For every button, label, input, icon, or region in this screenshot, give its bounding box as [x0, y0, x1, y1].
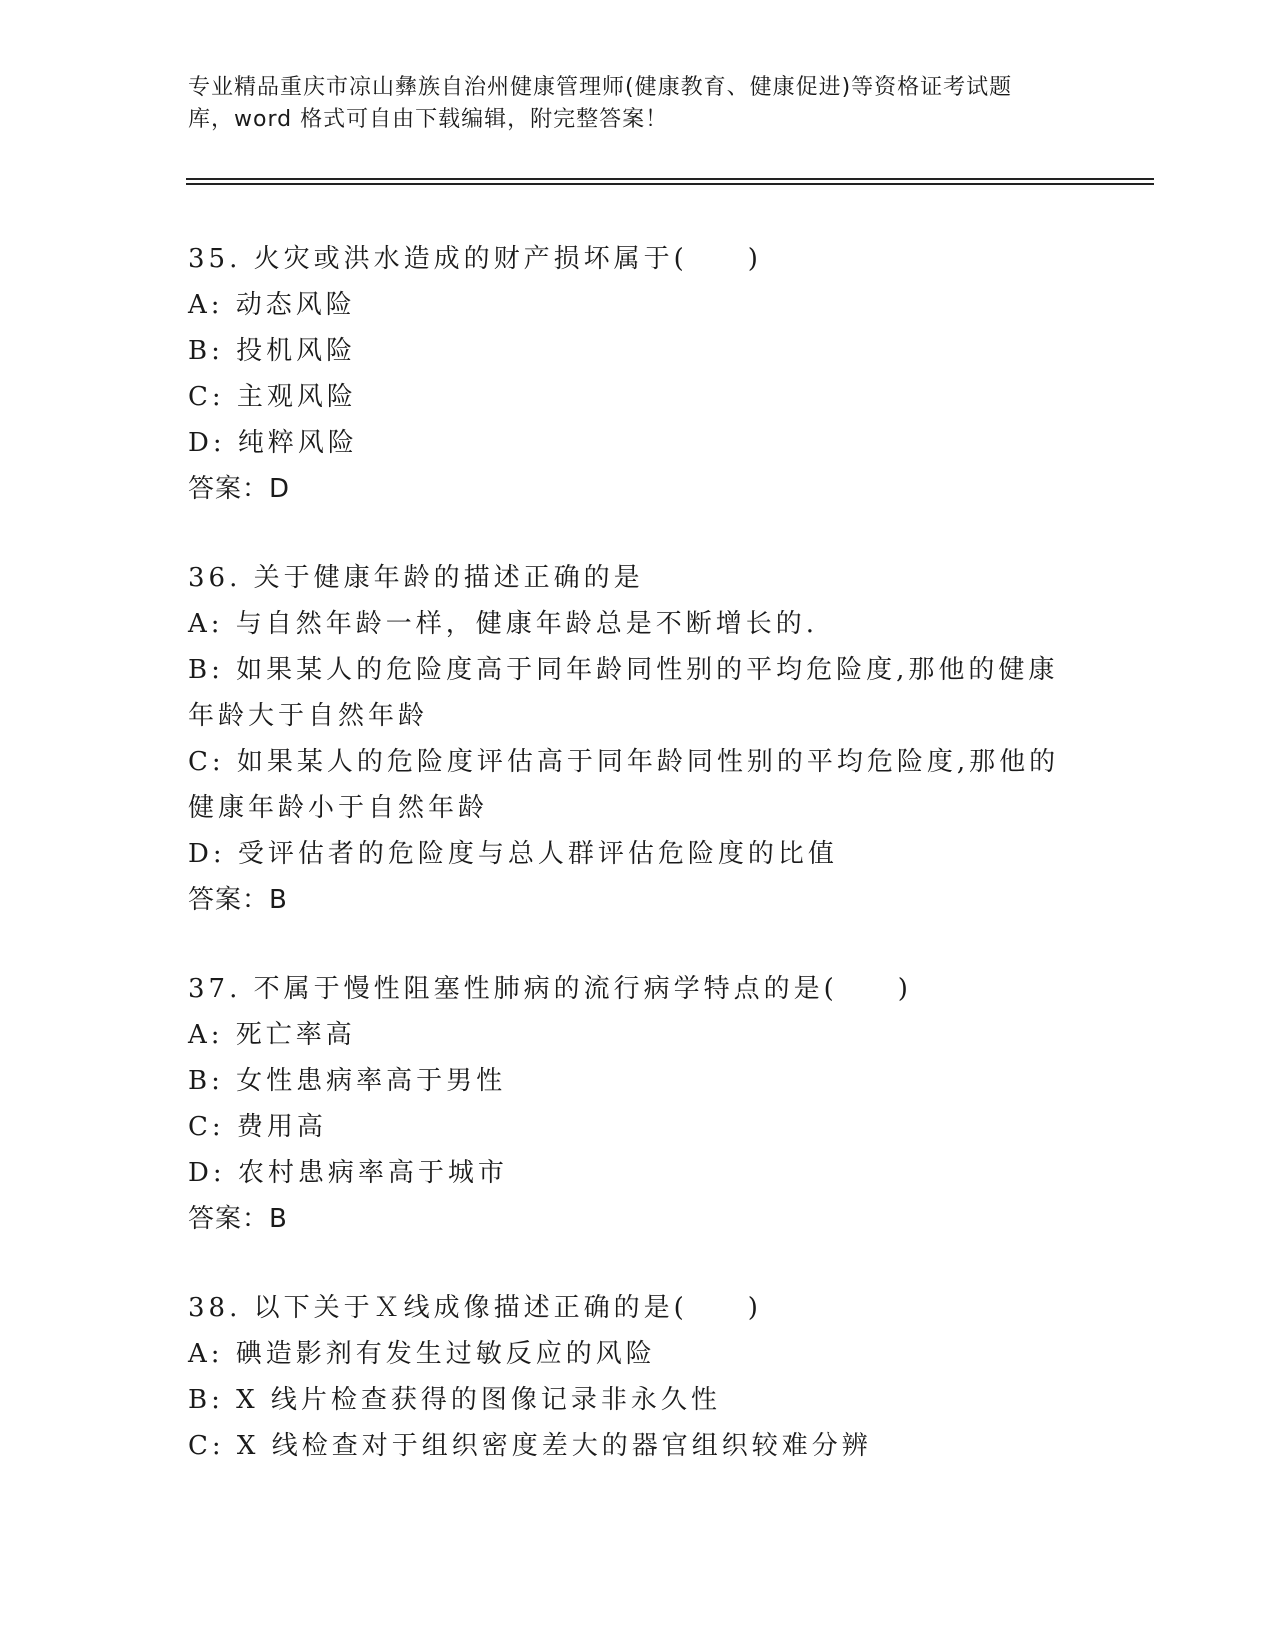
question-38 — [188, 1285, 1068, 1469]
header-line-2: 库，word 格式可自由下载编辑，附完整答案！ — [188, 107, 669, 132]
option-a: A: 与自然年龄一样，健康年龄总是不断增长的. — [188, 609, 819, 639]
answer: 答案：D — [188, 474, 291, 504]
question-stem: 37. 不属于慢性阻塞性肺病的流行病学特点的是( ) — [188, 974, 912, 1004]
option-b: B: 女性患病率高于男性 — [188, 1066, 507, 1096]
option-c: C: 费用高 — [188, 1112, 327, 1142]
question-stem: 38. 以下关于Ｘ线成像描述正确的是( ) — [188, 1293, 762, 1323]
question-37 — [188, 966, 1068, 1242]
option-d: D: 农村患病率高于城市 — [188, 1158, 508, 1188]
answer: 答案：B — [188, 885, 288, 915]
question-stem: 35. 火灾或洪水造成的财产损坏属于( ) — [188, 244, 762, 274]
answer: 答案：B — [188, 1204, 288, 1234]
option-c: C: X 线检查对于组织密度差大的器官组织较难分辨 — [188, 1431, 872, 1461]
option-a: A: 动态风险 — [188, 290, 356, 320]
question-stem: 36. 关于健康年龄的描述正确的是 — [188, 563, 644, 593]
option-d: D: 受评估者的危险度与总人群评估危险度的比值 — [188, 839, 838, 869]
option-b: B: 投机风险 — [188, 336, 357, 366]
option-c: C: 如果某人的危险度评估高于同年龄同性别的平均危险度,那他的健康年龄小于自然年龄 — [188, 747, 1060, 823]
header-divider-bottom — [186, 183, 1154, 185]
header-line-1: 专业精品重庆市凉山彝族自治州健康管理师(健康教育、健康促进)等资格证考试题 — [188, 75, 1013, 100]
header-divider-top — [186, 178, 1154, 180]
option-b: B: X 线片检查获得的图像记录非永久性 — [188, 1385, 721, 1415]
question-35 — [188, 236, 1068, 512]
option-c: C: 主观风险 — [188, 382, 357, 412]
option-a: A: 碘造影剂有发生过敏反应的风险 — [188, 1339, 656, 1369]
option-d: D: 纯粹风险 — [188, 428, 358, 458]
question-36 — [188, 555, 1068, 923]
option-b: B: 如果某人的危险度高于同年龄同性别的平均危险度,那他的健康年龄大于自然年龄 — [188, 655, 1059, 731]
document-header — [188, 72, 1088, 136]
question-list — [188, 236, 1068, 1512]
option-a: A: 死亡率高 — [188, 1020, 356, 1050]
